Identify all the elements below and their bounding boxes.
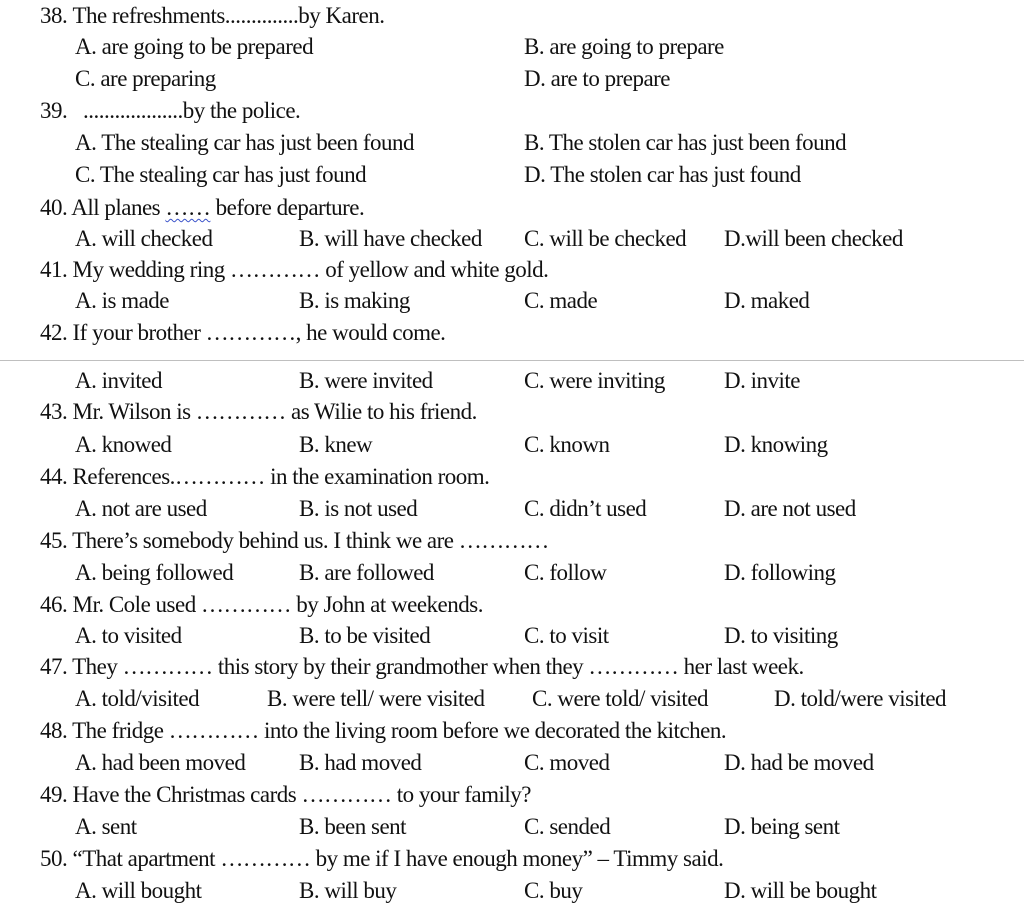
option-44-d: D. are not used: [724, 496, 856, 521]
option-38-a: A. are going to be prepared: [75, 34, 314, 59]
option-46-d: D. to visiting: [724, 623, 838, 648]
option-43-a: A. knowed: [75, 432, 172, 457]
question-42: 42. If your brother …………, he would come.: [40, 320, 446, 345]
option-50-c: C. buy: [524, 878, 583, 903]
option-44-b: B. is not used: [299, 496, 418, 521]
option-41-b: B. is making: [299, 288, 410, 313]
option-40-a: A. will checked: [75, 226, 213, 251]
question-48: 48. The fridge ………… into the living room before we decorated the kitchen.: [40, 718, 727, 743]
option-43-d: D. knowing: [724, 432, 828, 457]
option-45-b: B. are followed: [299, 560, 434, 585]
option-45-c: C. follow: [524, 560, 607, 585]
option-42-d: D. invite: [724, 368, 800, 393]
question-number: 38.: [40, 3, 68, 28]
question-44: 44. References.………… in the examination room.: [40, 464, 490, 489]
option-47-c: C. were told/ visited: [532, 686, 709, 711]
question-45: 45. There’s somebody behind us. I think we are …………: [40, 528, 549, 553]
option-40-b: B. will have checked: [299, 226, 482, 251]
option-46-b: B. to be visited: [299, 623, 431, 648]
option-45-d: D. following: [724, 560, 836, 585]
option-43-b: B. knew: [299, 432, 373, 457]
option-48-b: B. had moved: [299, 750, 422, 775]
option-49-d: D. being sent: [724, 814, 840, 839]
option-49-c: C. sended: [524, 814, 611, 839]
option-41-a: A. is made: [75, 288, 170, 313]
page-divider: [0, 360, 1024, 361]
option-50-a: A. will bought: [75, 878, 202, 903]
question-39: 39. ...................by the police.: [40, 98, 301, 123]
question-40: 40. All planes …… before departure.: [40, 195, 365, 220]
option-48-d: D. had be moved: [724, 750, 874, 775]
option-38-c: C. are preparing: [75, 66, 216, 91]
question-43: 43. Mr. Wilson is ………… as Wilie to his friend.: [40, 399, 477, 424]
option-46-a: A. to visited: [75, 623, 182, 648]
option-50-b: B. will buy: [299, 878, 397, 903]
option-46-c: C. to visit: [524, 623, 609, 648]
option-50-d: D. will be bought: [724, 878, 877, 903]
option-39-b: B. The stolen car has just been found: [524, 130, 847, 155]
option-45-a: A. being followed: [75, 560, 234, 585]
option-49-b: B. been sent: [299, 814, 407, 839]
option-41-d: D. maked: [724, 288, 810, 313]
option-49-a: A. sent: [75, 814, 137, 839]
option-39-d: D. The stolen car has just found: [524, 162, 801, 187]
option-48-c: C. moved: [524, 750, 610, 775]
option-42-a: A. invited: [75, 368, 162, 393]
option-47-d: D. told/were visited: [774, 686, 947, 711]
option-39-c: C. The stealing car has just found: [75, 162, 367, 187]
option-47-a: A. told/visited: [75, 686, 200, 711]
option-40-c: C. will be checked: [524, 226, 687, 251]
option-47-b: B. were tell/ were visited: [267, 686, 485, 711]
option-38-b: B. are going to prepare: [524, 34, 724, 59]
question-50: 50. “That apartment ………… by me if I have enough money” – Timmy said.: [40, 846, 724, 871]
question-38: 38. The refreshments..............by Karen.: [40, 3, 385, 28]
question-46: 46. Mr. Cole used ………… by John at weekends.: [40, 592, 483, 617]
option-38-d: D. are to prepare: [524, 66, 671, 91]
option-44-a: A. not are used: [75, 496, 207, 521]
option-42-b: B. were invited: [299, 368, 433, 393]
option-41-c: C. made: [524, 288, 598, 313]
option-43-c: C. known: [524, 432, 610, 457]
question-41: 41. My wedding ring ………… of yellow and white gold.: [40, 257, 549, 282]
option-40-d: D.will been checked: [724, 226, 903, 251]
option-44-c: C. didn’t used: [524, 496, 647, 521]
question-49: 49. Have the Christmas cards ………… to your family?: [40, 782, 531, 807]
option-48-a: A. had been moved: [75, 750, 246, 775]
option-39-a: A. The stealing car has just been found: [75, 130, 415, 155]
question-47: 47. They ………… this story by their grandmother when they ………… her last week.: [40, 654, 804, 679]
option-42-c: C. were inviting: [524, 368, 665, 393]
